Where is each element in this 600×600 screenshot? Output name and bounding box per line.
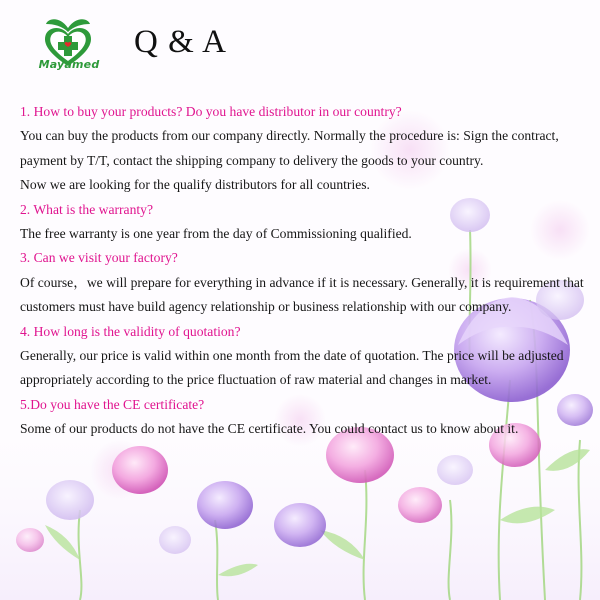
page-title: Q & A (134, 24, 228, 60)
qa-item (20, 320, 590, 393)
question-text: 1. How to buy your products? Do you have distributor in our country? (20, 104, 402, 119)
answer-text: Now we are looking for the qualify distributors for all countries. (20, 177, 370, 193)
qa-content (20, 100, 590, 442)
answer-text: You can buy the products from our company directly. Normally the procedure is: Sign the contract, payment by T/T, contact the shipping company to delivery the goods to your country. (20, 128, 559, 168)
qa-item (20, 198, 590, 247)
answer-text: Of course，we will prepare for everything in advance if it is necessary. Generally, it is requirement that customers must have build agency relationship or business relationship with our company. (20, 274, 584, 315)
question-text: 5.Do you have the CE certificate? (20, 396, 205, 412)
question-text: 4. How long is the validity of quotation? (20, 323, 241, 339)
brand-name: Mayamed (38, 58, 100, 71)
qa-item (20, 246, 590, 319)
qa-item (20, 100, 590, 198)
qa-item (20, 393, 590, 442)
question-text: 2. What is the warranty? (20, 201, 153, 217)
answer-text: Some of our products do not have the CE certificate. You could contact us to know about it. (20, 421, 519, 437)
question-text: 3. Can we visit your factory? (20, 250, 178, 266)
answer-text: Generally, our price is valid within one month from the date of quotation. The price will be adjusted appropriately according to the price fluctuation of raw material and changes in market. (20, 348, 564, 388)
answer-text: The free warranty is one year from the day of Commissioning qualified. (20, 226, 412, 242)
